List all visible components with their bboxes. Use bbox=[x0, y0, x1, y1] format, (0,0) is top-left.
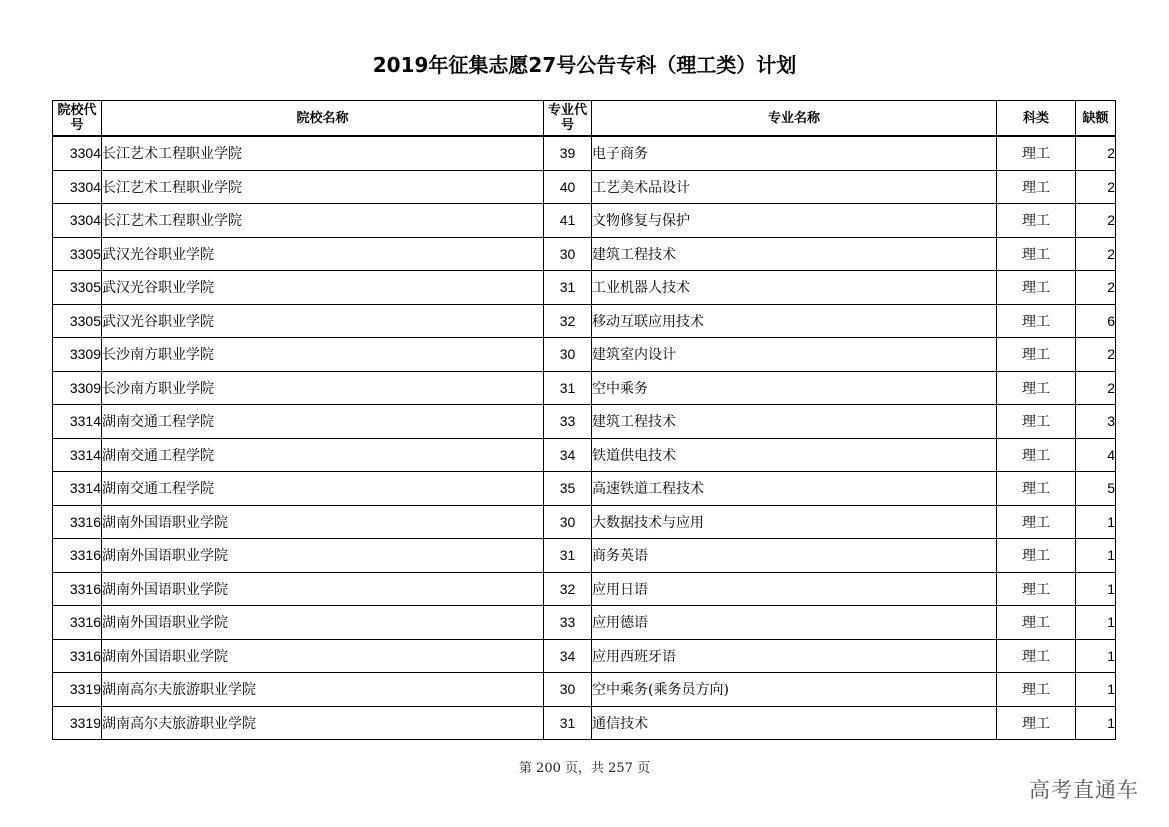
cell-category: 理工 bbox=[997, 539, 1076, 573]
cell-school-code: 3309 bbox=[53, 371, 102, 405]
cell-major-code: 32 bbox=[544, 304, 592, 338]
table-row bbox=[53, 237, 1116, 271]
cell-school-code: 3316 bbox=[53, 539, 102, 573]
cell-category: 理工 bbox=[997, 304, 1076, 338]
table-row bbox=[53, 338, 1116, 372]
table-row bbox=[53, 539, 1116, 573]
cell-school-name: 湖南高尔夫旅游职业学院 bbox=[102, 673, 544, 707]
page-title: 2019年征集志愿27号公告专科（理工类）计划 bbox=[372, 53, 797, 77]
cell-school-code: 3319 bbox=[53, 673, 102, 707]
cell-vacancy: 1 bbox=[1076, 572, 1116, 606]
header-school-name: 院校名称 bbox=[102, 101, 544, 137]
table-row bbox=[53, 505, 1116, 539]
cell-school-code: 3305 bbox=[53, 237, 102, 271]
cell-category: 理工 bbox=[997, 136, 1076, 170]
cell-vacancy: 5 bbox=[1076, 472, 1116, 506]
cell-school-code: 3319 bbox=[53, 706, 102, 740]
cell-category: 理工 bbox=[997, 639, 1076, 673]
cell-major-name: 空中乘务(乘务员方向) bbox=[592, 673, 997, 707]
table-row bbox=[53, 673, 1116, 707]
cell-vacancy: 2 bbox=[1076, 271, 1116, 305]
cell-category: 理工 bbox=[997, 673, 1076, 707]
cell-category: 理工 bbox=[997, 271, 1076, 305]
cell-category: 理工 bbox=[997, 706, 1076, 740]
table-row bbox=[53, 371, 1116, 405]
table-header-row bbox=[53, 101, 1116, 137]
cell-vacancy: 2 bbox=[1076, 371, 1116, 405]
cell-major-name: 工艺美术品设计 bbox=[592, 170, 997, 204]
cell-major-code: 31 bbox=[544, 271, 592, 305]
cell-school-name: 湖南交通工程学院 bbox=[102, 405, 544, 439]
cell-major-name: 移动互联应用技术 bbox=[592, 304, 997, 338]
cell-school-name: 长沙南方职业学院 bbox=[102, 371, 544, 405]
cell-major-code: 31 bbox=[544, 539, 592, 573]
cell-school-name: 长江艺术工程职业学院 bbox=[102, 204, 544, 238]
cell-major-name: 应用德语 bbox=[592, 606, 997, 640]
cell-category: 理工 bbox=[997, 606, 1076, 640]
cell-school-name: 湖南外国语职业学院 bbox=[102, 505, 544, 539]
cell-major-name: 空中乘务 bbox=[592, 371, 997, 405]
cell-vacancy: 1 bbox=[1076, 539, 1116, 573]
cell-school-code: 3304 bbox=[53, 136, 102, 170]
cell-school-code: 3316 bbox=[53, 606, 102, 640]
cell-major-code: 39 bbox=[544, 136, 592, 170]
cell-major-code: 30 bbox=[544, 673, 592, 707]
cell-major-code: 30 bbox=[544, 237, 592, 271]
cell-major-name: 文物修复与保护 bbox=[592, 204, 997, 238]
table-row bbox=[53, 639, 1116, 673]
cell-vacancy: 1 bbox=[1076, 706, 1116, 740]
table-row bbox=[53, 204, 1116, 238]
cell-major-code: 40 bbox=[544, 170, 592, 204]
table-row bbox=[53, 136, 1116, 170]
cell-school-code: 3304 bbox=[53, 204, 102, 238]
cell-major-name: 商务英语 bbox=[592, 539, 997, 573]
table-row bbox=[53, 572, 1116, 606]
table-body bbox=[53, 136, 1116, 740]
cell-major-code: 32 bbox=[544, 572, 592, 606]
cell-school-name: 湖南外国语职业学院 bbox=[102, 606, 544, 640]
cell-major-name: 应用日语 bbox=[592, 572, 997, 606]
cell-school-name: 武汉光谷职业学院 bbox=[102, 271, 544, 305]
cell-category: 理工 bbox=[997, 371, 1076, 405]
cell-category: 理工 bbox=[997, 405, 1076, 439]
cell-major-code: 34 bbox=[544, 438, 592, 472]
header-vacancy: 缺额 bbox=[1076, 101, 1116, 137]
watermark-logo: 高考直通车 bbox=[1029, 778, 1139, 802]
cell-school-name: 湖南高尔夫旅游职业学院 bbox=[102, 706, 544, 740]
table-row bbox=[53, 438, 1116, 472]
cell-vacancy: 4 bbox=[1076, 438, 1116, 472]
cell-school-name: 湖南外国语职业学院 bbox=[102, 639, 544, 673]
header-category: 科类 bbox=[997, 101, 1076, 137]
cell-school-name: 长沙南方职业学院 bbox=[102, 338, 544, 372]
cell-school-code: 3316 bbox=[53, 505, 102, 539]
cell-category: 理工 bbox=[997, 438, 1076, 472]
cell-major-name: 电子商务 bbox=[592, 136, 997, 170]
cell-vacancy: 2 bbox=[1076, 136, 1116, 170]
cell-school-code: 3305 bbox=[53, 271, 102, 305]
cell-vacancy: 1 bbox=[1076, 639, 1116, 673]
cell-school-name: 武汉光谷职业学院 bbox=[102, 237, 544, 271]
cell-major-code: 31 bbox=[544, 371, 592, 405]
cell-major-name: 建筑工程技术 bbox=[592, 405, 997, 439]
cell-vacancy: 3 bbox=[1076, 405, 1116, 439]
cell-major-name: 高速铁道工程技术 bbox=[592, 472, 997, 506]
cell-major-name: 铁道供电技术 bbox=[592, 438, 997, 472]
cell-major-name: 工业机器人技术 bbox=[592, 271, 997, 305]
cell-vacancy: 1 bbox=[1076, 505, 1116, 539]
header-major-name: 专业名称 bbox=[592, 101, 997, 137]
table-row bbox=[53, 271, 1116, 305]
table-row bbox=[53, 606, 1116, 640]
cell-major-name: 应用西班牙语 bbox=[592, 639, 997, 673]
cell-major-name: 大数据技术与应用 bbox=[592, 505, 997, 539]
cell-major-code: 41 bbox=[544, 204, 592, 238]
cell-major-code: 34 bbox=[544, 639, 592, 673]
cell-category: 理工 bbox=[997, 204, 1076, 238]
cell-school-name: 武汉光谷职业学院 bbox=[102, 304, 544, 338]
cell-school-name: 长江艺术工程职业学院 bbox=[102, 136, 544, 170]
table-row bbox=[53, 170, 1116, 204]
cell-category: 理工 bbox=[997, 338, 1076, 372]
cell-category: 理工 bbox=[997, 472, 1076, 506]
cell-school-code: 3305 bbox=[53, 304, 102, 338]
cell-category: 理工 bbox=[997, 505, 1076, 539]
cell-school-code: 3314 bbox=[53, 405, 102, 439]
cell-category: 理工 bbox=[997, 572, 1076, 606]
cell-major-code: 35 bbox=[544, 472, 592, 506]
cell-vacancy: 2 bbox=[1076, 237, 1116, 271]
cell-vacancy: 6 bbox=[1076, 304, 1116, 338]
cell-vacancy: 1 bbox=[1076, 673, 1116, 707]
page-number: 第 200 页，共 257 页 bbox=[518, 761, 651, 776]
cell-major-code: 30 bbox=[544, 338, 592, 372]
cell-category: 理工 bbox=[997, 237, 1076, 271]
cell-vacancy: 1 bbox=[1076, 606, 1116, 640]
cell-major-code: 33 bbox=[544, 606, 592, 640]
enrollment-plan-table bbox=[52, 100, 1116, 740]
cell-school-name: 长江艺术工程职业学院 bbox=[102, 170, 544, 204]
cell-school-code: 3314 bbox=[53, 472, 102, 506]
cell-school-code: 3316 bbox=[53, 639, 102, 673]
cell-major-name: 通信技术 bbox=[592, 706, 997, 740]
cell-school-code: 3314 bbox=[53, 438, 102, 472]
cell-vacancy: 2 bbox=[1076, 170, 1116, 204]
table-row bbox=[53, 472, 1116, 506]
cell-major-code: 31 bbox=[544, 706, 592, 740]
cell-school-code: 3309 bbox=[53, 338, 102, 372]
cell-school-name: 湖南交通工程学院 bbox=[102, 438, 544, 472]
cell-major-name: 建筑室内设计 bbox=[592, 338, 997, 372]
cell-vacancy: 2 bbox=[1076, 338, 1116, 372]
cell-school-name: 湖南外国语职业学院 bbox=[102, 539, 544, 573]
cell-school-name: 湖南外国语职业学院 bbox=[102, 572, 544, 606]
cell-major-name: 建筑工程技术 bbox=[592, 237, 997, 271]
header-major-code: 专业代号 bbox=[544, 101, 592, 137]
cell-school-name: 湖南交通工程学院 bbox=[102, 472, 544, 506]
table-row bbox=[53, 706, 1116, 740]
header-school-code: 院校代号 bbox=[53, 101, 102, 137]
table-row bbox=[53, 304, 1116, 338]
table-row bbox=[53, 405, 1116, 439]
cell-school-code: 3316 bbox=[53, 572, 102, 606]
cell-category: 理工 bbox=[997, 170, 1076, 204]
cell-school-code: 3304 bbox=[53, 170, 102, 204]
cell-major-code: 30 bbox=[544, 505, 592, 539]
cell-major-code: 33 bbox=[544, 405, 592, 439]
cell-vacancy: 2 bbox=[1076, 204, 1116, 238]
